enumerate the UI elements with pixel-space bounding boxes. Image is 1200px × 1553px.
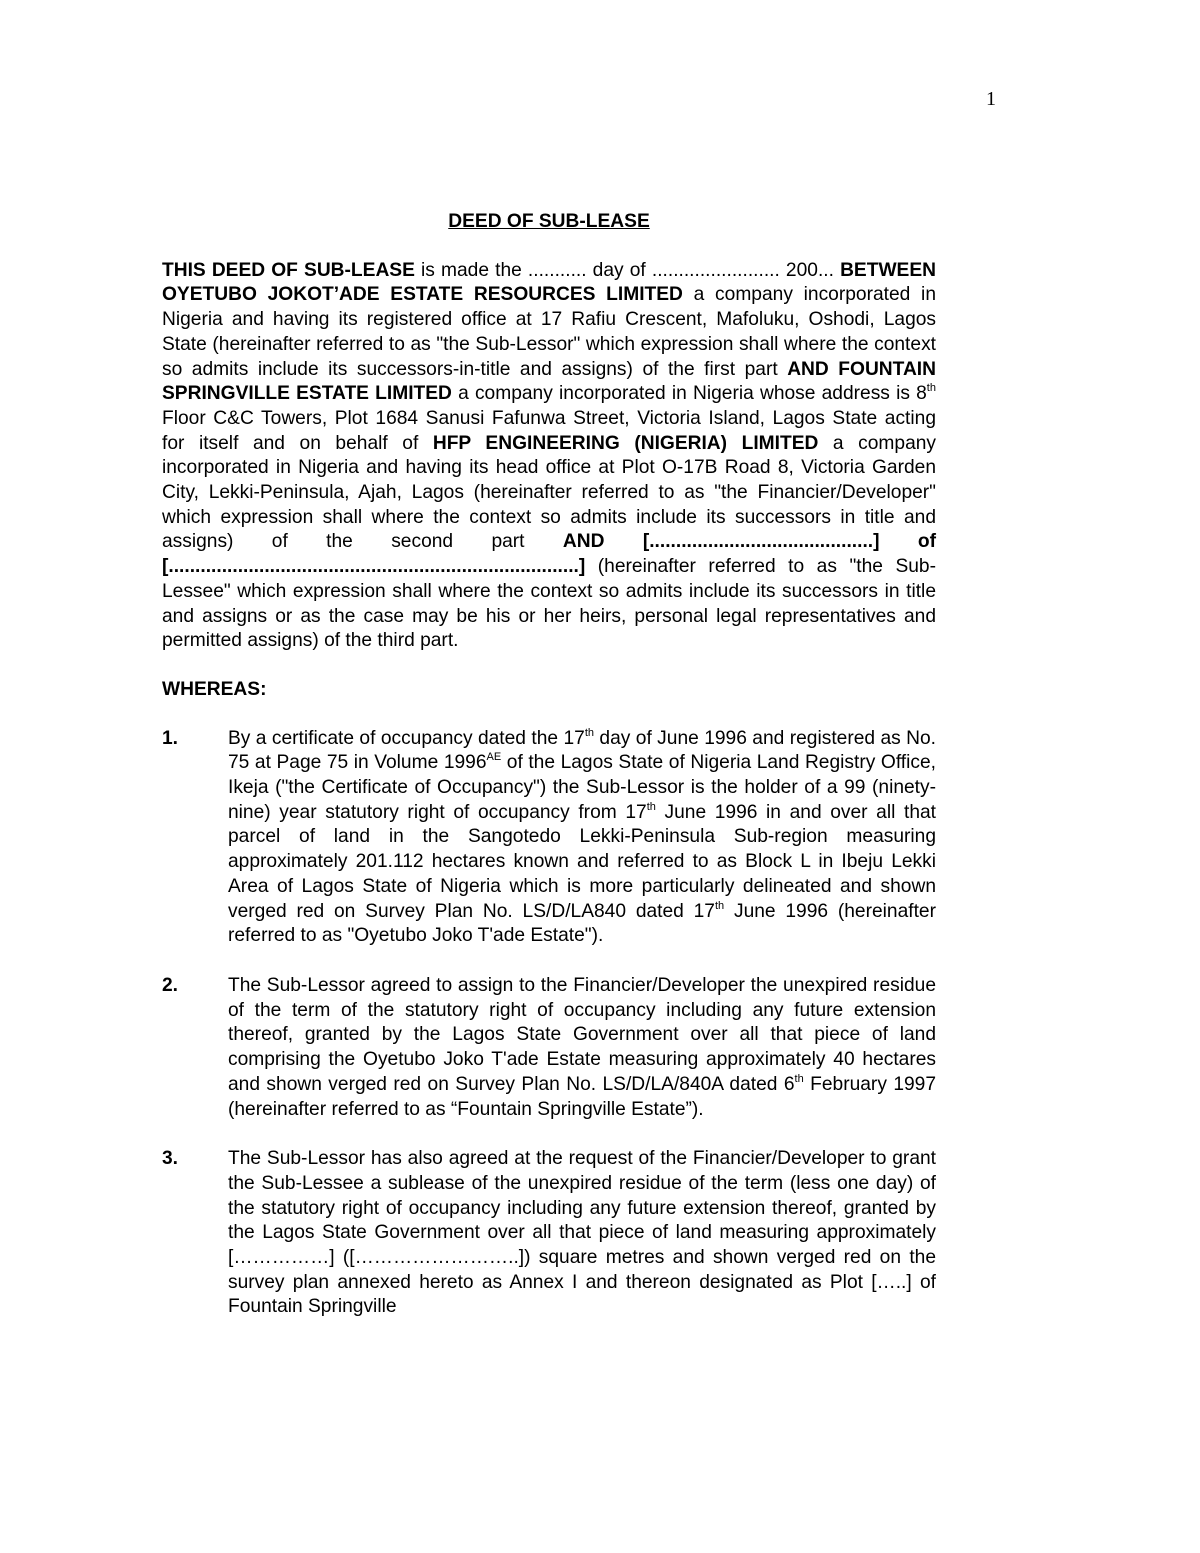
hfp-description: a company incorporated in Nigeria and having its head office at Plot O-17B Road 8, Victoria Garden City, Lekki-Peninsula, Ajah, Lagos (hereinafter referred to as "the Financier/Developer" which expression shall where the context so admits include its successors in title and assigns) of the second part	[162, 432, 937, 553]
clause-2	[162, 974, 936, 1122]
clause-text: The Sub-Lessor has also agreed at the request of the Financier/Developer to grant the Sub-Lessee a sublease of the unexpired residue of the term (less one day) of the statutory right of occupancy including any future extension thereof, granted by the Lagos State Government over all that piece of land measuring approximately [……………] ([……………………..]) square metres and shown verged red on the survey plan annexed hereto as Annex I and thereon designated as Plot […..] of Fountain Springville	[228, 1148, 936, 1318]
clause-number: 1.	[162, 727, 179, 749]
financier-name: AND FOUNTAIN SPRINGVILLE ESTATE LIMITED	[162, 358, 936, 405]
clause-text-part: of the Lagos State of Nigeria Land Registry Office, Ikeja ("the Certificate of Occupancy") the Sub-Lessor is the holder of a 99 (ninety-nine) year statutory right of occupancy from 17	[228, 752, 936, 823]
clause-text-part: February 1997 (hereinafter referred to as “Fountain Springville Estate”).	[228, 1073, 937, 1120]
clause-text-part: June 1996 (hereinafter referred to as "Oyetubo Joko T'ade Estate").	[228, 900, 936, 947]
ordinal-suffix: th	[714, 899, 725, 912]
ordinal-suffix: th	[794, 1072, 804, 1085]
document-body	[162, 210, 936, 1345]
preamble-paragraph	[162, 259, 936, 654]
clause-text	[228, 727, 936, 949]
document-title: DEED OF SUB-LEASE	[448, 211, 650, 232]
clause-text-part: June 1996 in and over all that parcel of land in the Sangotedo Lekki-Peninsula Sub-region measuring approximately 201.112 hectares known and referred to as Block L in Ibeju Lekki Area of Lagos State of Nigeria which is more particularly delineated and shown verged red on Survey Plan No. LS/D/LA840 dated 17	[228, 801, 936, 922]
deed-name: THIS DEED OF SUB-LEASE	[162, 259, 415, 281]
clause-text	[228, 974, 936, 1122]
page-number: 1	[986, 88, 996, 110]
financier-description-a: a company incorporated in Nigeria whose address is 8	[451, 383, 927, 405]
clause-text-part: By a certificate of occupancy dated the 17	[228, 727, 585, 749]
clause-number: 3.	[162, 1148, 179, 1170]
and-label: AND	[562, 531, 605, 553]
sublessee-description: (hereinafter referred to as "the Sub-Lessee" which expression shall where the context so admits include its successors in title and assigns or as the case may be his or her heirs, personal legal representatives and permitted assigns) of the third part.	[162, 556, 936, 652]
clause-3	[162, 1147, 936, 1320]
made-date-text: is made the ........... day of ........................ 200...	[414, 259, 841, 281]
financier-description-b: Floor C&C Towers, Plot 1684 Sanusi Fafunwa Street, Victoria Island, Lagos State acting for itself and on behalf of	[162, 407, 936, 454]
clause-text-part: The Sub-Lessor agreed to assign to the Financier/Developer the unexpired residue of the term of the statutory right of occupancy including any future extension thereof, granted by the Lagos State Government over all that piece of land comprising the Oyetubo Joko T'ade Estate measuring approximately 40 hectares and shown verged red on Survey Plan No. LS/D/LA/840A dated 6	[228, 974, 936, 1095]
sublessee-address-blank: [.............................................................................]	[162, 556, 586, 578]
sublessor-name: BETWEEN OYETUBO JOKOT’ADE ESTATE RESOURCES LIMITED	[162, 259, 936, 306]
volume-suffix: AE	[486, 751, 502, 764]
ordinal-suffix: th	[926, 382, 936, 395]
ordinal-suffix: th	[646, 800, 656, 813]
hfp-name: HFP ENGINEERING (NIGERIA) LIMITED	[432, 432, 819, 454]
clause-text-part: day of June 1996 and registered as No. 75 at Page 75 in Volume 1996	[228, 727, 936, 774]
ordinal-suffix: th	[584, 726, 595, 739]
clause-number: 2.	[162, 974, 179, 996]
sublessee-name-blank: [..........................................]	[604, 531, 880, 553]
of-text: of	[879, 531, 936, 553]
sublessor-description: a company incorporated in Nigeria and having its registered office at 17 Rafiu Crescent, Mafoluku, Oshodi, Lagos State (hereinafter referred to as "the Sub-Lessor" which expression shall where the context so admits include its successors-in-title and assigns) of the first part	[162, 284, 936, 380]
whereas-heading: WHEREAS:	[162, 678, 267, 700]
clause-1	[162, 727, 936, 949]
